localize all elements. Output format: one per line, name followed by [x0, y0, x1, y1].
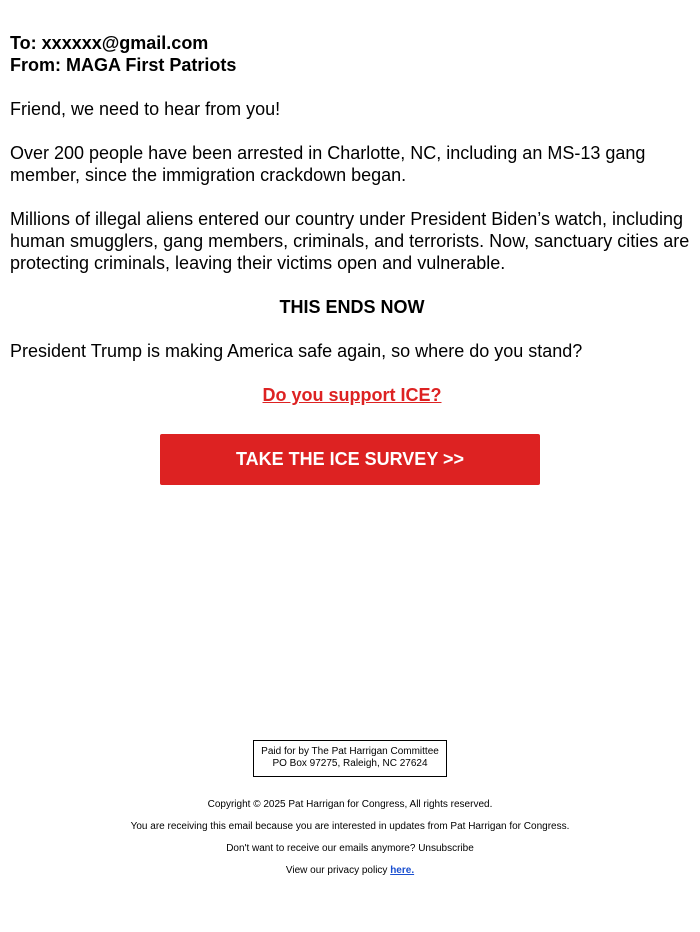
paid-for-line-2: PO Box 97275, Raleigh, NC 27624	[272, 758, 428, 769]
paragraph-where-do-you-stand: President Trump is making America safe again, so where do you stand?	[10, 341, 583, 361]
from-line	[10, 54, 694, 76]
paid-for-line-1: Paid for by The Pat Harrigan Committee	[261, 746, 439, 757]
survey-link[interactable]: Do you support ICE?	[262, 385, 442, 405]
privacy-policy-link[interactable]: here.	[390, 865, 415, 876]
email-body	[10, 32, 694, 406]
copyright-text: Copyright © 2025 Pat Harrigan for Congress, All rights reserved.	[207, 799, 493, 810]
to-label: To:	[10, 33, 37, 53]
paragraph-arrests: Over 200 people have been arrested in Charlotte, NC, including an MS-13 gang member, since the immigration crackdown began.	[10, 143, 646, 185]
from-label: From:	[10, 55, 61, 75]
to-address: xxxxxx@gmail.com	[41, 33, 209, 53]
paid-for-box	[253, 740, 447, 777]
survey-link-row	[10, 384, 694, 406]
take-survey-button[interactable]: TAKE THE ICE SURVEY >>	[160, 434, 540, 485]
privacy-line	[0, 865, 700, 877]
from-sender: MAGA First Patriots	[66, 55, 237, 75]
greeting: Friend, we need to hear from you!	[10, 99, 281, 119]
footer	[0, 740, 700, 877]
unsubscribe-line[interactable]: Don't want to receive our emails anymore? Unsubscribe	[226, 843, 474, 854]
paragraph-illegal-aliens: Millions of illegal aliens entered our country under President Biden’s watch, including human smugglers, gang members, criminals, and terrorists. Now, sanctuary cities are protecting criminals, leaving their victims open and vulnerable.	[10, 209, 690, 273]
privacy-prefix: View our privacy policy	[285, 865, 388, 876]
cta-container	[160, 434, 540, 485]
receiving-notice: You are receiving this email because you are interested in updates from Pat Harrigan for Congress.	[130, 821, 570, 832]
headline: THIS ENDS NOW	[279, 297, 425, 317]
to-line	[10, 32, 694, 54]
